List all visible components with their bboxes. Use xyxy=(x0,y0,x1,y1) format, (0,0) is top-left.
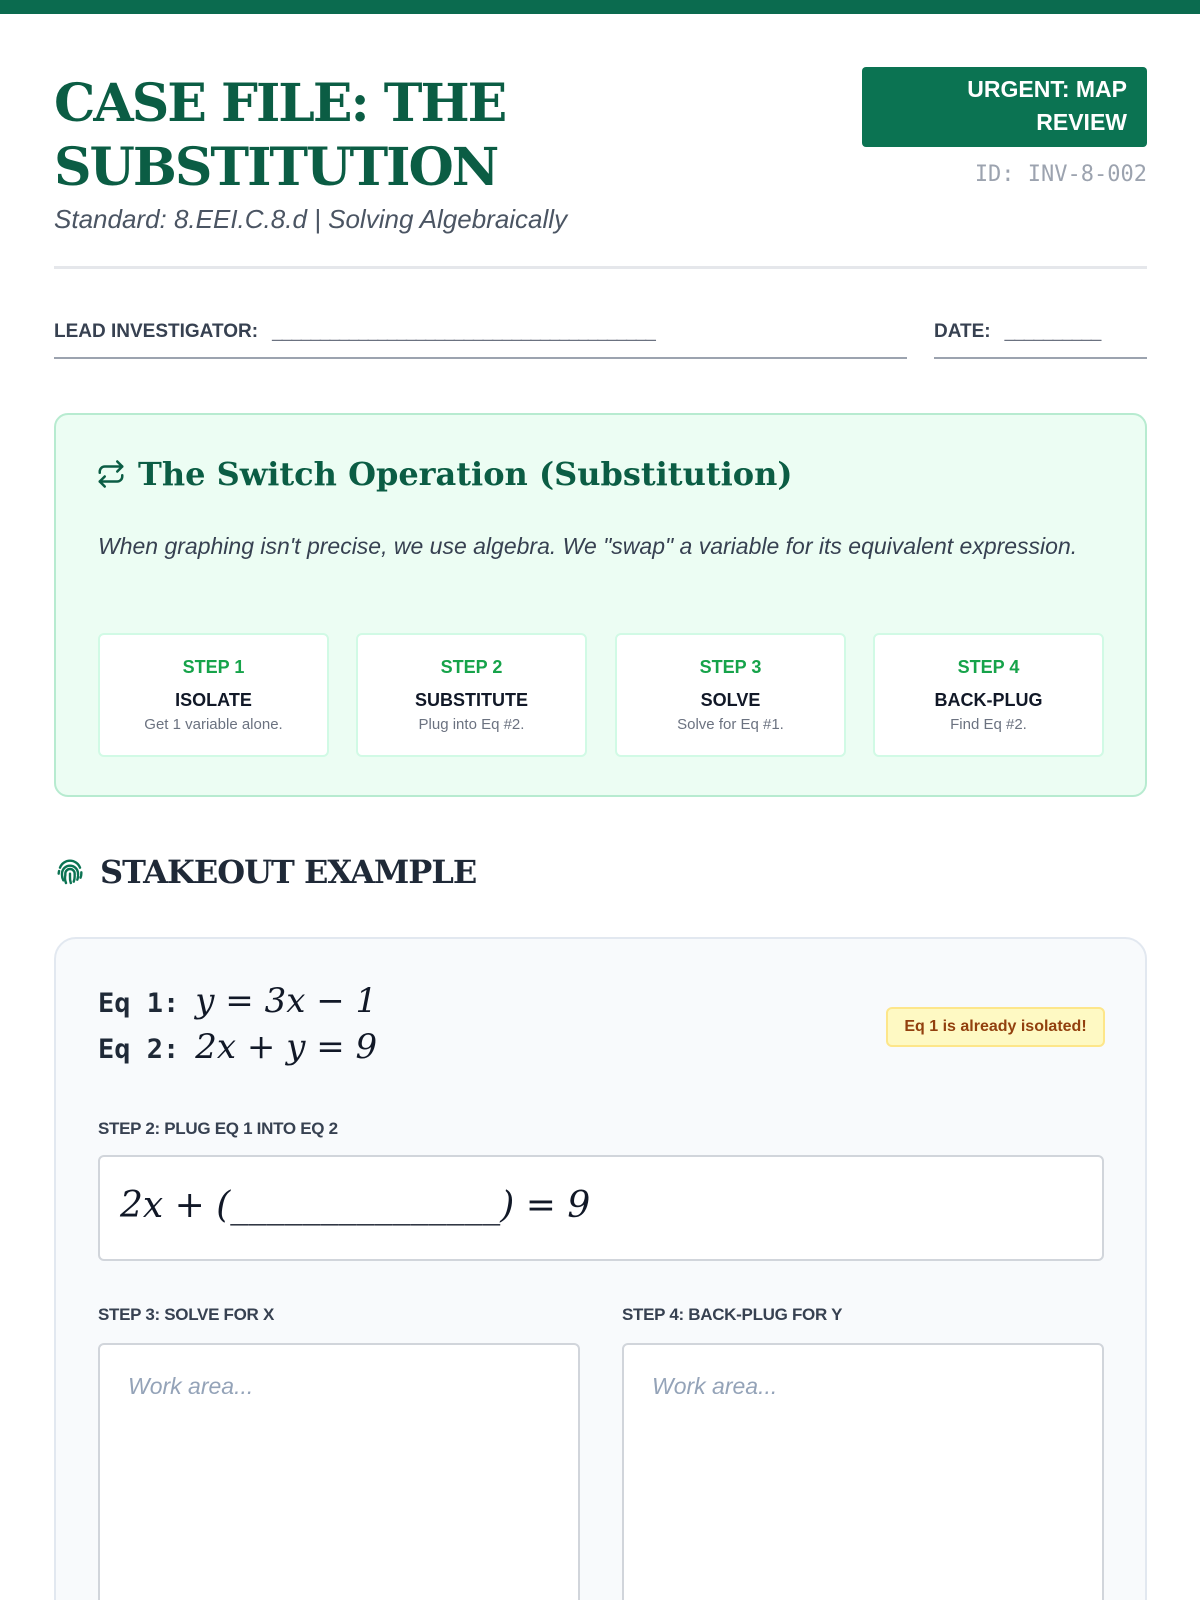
step-number: STEP 4 xyxy=(957,657,1020,677)
page-header xyxy=(54,66,1147,270)
equation-1-label: Eq 1: xyxy=(98,988,180,1019)
concept-title-row xyxy=(96,455,793,493)
step-description: Solve for Eq #1. xyxy=(677,716,784,733)
equation-2-label: Eq 2: xyxy=(98,1034,180,1065)
equation-1 xyxy=(98,981,377,1021)
header-divider xyxy=(54,266,1147,269)
steps-row xyxy=(98,633,1104,757)
section-title: STAKEOUT EXAMPLE xyxy=(100,853,477,891)
concept-panel xyxy=(54,413,1147,797)
lead-investigator-label: LEAD INVESTIGATOR: xyxy=(54,321,259,342)
page-subtitle: Standard: 8.EEI.C.8.d | Solving Algebraically xyxy=(54,204,568,234)
step-number: STEP 1 xyxy=(182,657,245,677)
equation-2 xyxy=(98,1027,377,1067)
step2-expression: 2x + (_______________) = 9 xyxy=(120,1185,591,1226)
equation-1-text: y = 3x − 1 xyxy=(195,981,378,1021)
date-blank: __________ xyxy=(1004,321,1101,342)
signature-row xyxy=(54,316,1147,360)
concept-description: When graphing isn't precise, we use algebra. We "swap" a variable for its equivalent expression. xyxy=(98,533,1078,559)
date-field[interactable] xyxy=(934,316,1147,359)
step-card-1 xyxy=(98,633,329,757)
top-accent-bar xyxy=(0,0,1200,14)
work-area-placeholder: Work area... xyxy=(652,1373,778,1399)
step-name: BACK-PLUG xyxy=(934,690,1043,710)
step-description: Find Eq #2. xyxy=(950,716,1027,733)
step-number: STEP 2 xyxy=(440,657,503,677)
case-id: ID: INV-8-002 xyxy=(974,162,1147,187)
page-title: CASE FILE: THE SUBSTITUTION xyxy=(54,73,506,198)
step4-label: STEP 4: BACK-PLUG FOR Y xyxy=(622,1305,843,1324)
step-card-4 xyxy=(873,633,1104,757)
date-label: DATE: xyxy=(934,321,991,342)
step-description: Plug into Eq #2. xyxy=(418,716,525,733)
stakeout-section-heading xyxy=(54,853,476,891)
swap-arrows-icon xyxy=(96,459,126,489)
step-name: ISOLATE xyxy=(175,690,252,710)
lead-investigator-field[interactable] xyxy=(54,316,907,359)
step-name: SUBSTITUTE xyxy=(414,690,528,710)
concept-title: The Switch Operation (Substitution) xyxy=(138,455,793,493)
step3-work-area[interactable] xyxy=(98,1343,580,1600)
isolated-note-badge: Eq 1 is already isolated! xyxy=(886,1007,1105,1047)
lead-investigator-blank: ________________________________________ xyxy=(272,321,655,342)
step3-label: STEP 3: SOLVE FOR X xyxy=(98,1305,274,1324)
fingerprint-icon xyxy=(54,854,86,888)
step-card-3 xyxy=(615,633,846,757)
equation-2-text: 2x + y = 9 xyxy=(195,1027,378,1067)
step2-substitution-box[interactable] xyxy=(98,1155,1104,1261)
step-description: Get 1 variable alone. xyxy=(144,716,283,733)
stakeout-example-card xyxy=(54,937,1147,1600)
step2-label: STEP 2: PLUG EQ 1 INTO EQ 2 xyxy=(98,1119,338,1138)
work-area-placeholder: Work area... xyxy=(128,1373,254,1399)
step-name: SOLVE xyxy=(700,690,761,710)
step-number: STEP 3 xyxy=(699,657,762,677)
step4-work-area[interactable] xyxy=(622,1343,1104,1600)
step-card-2 xyxy=(356,633,587,757)
urgent-badge: URGENT: MAP REVIEW xyxy=(862,67,1147,147)
